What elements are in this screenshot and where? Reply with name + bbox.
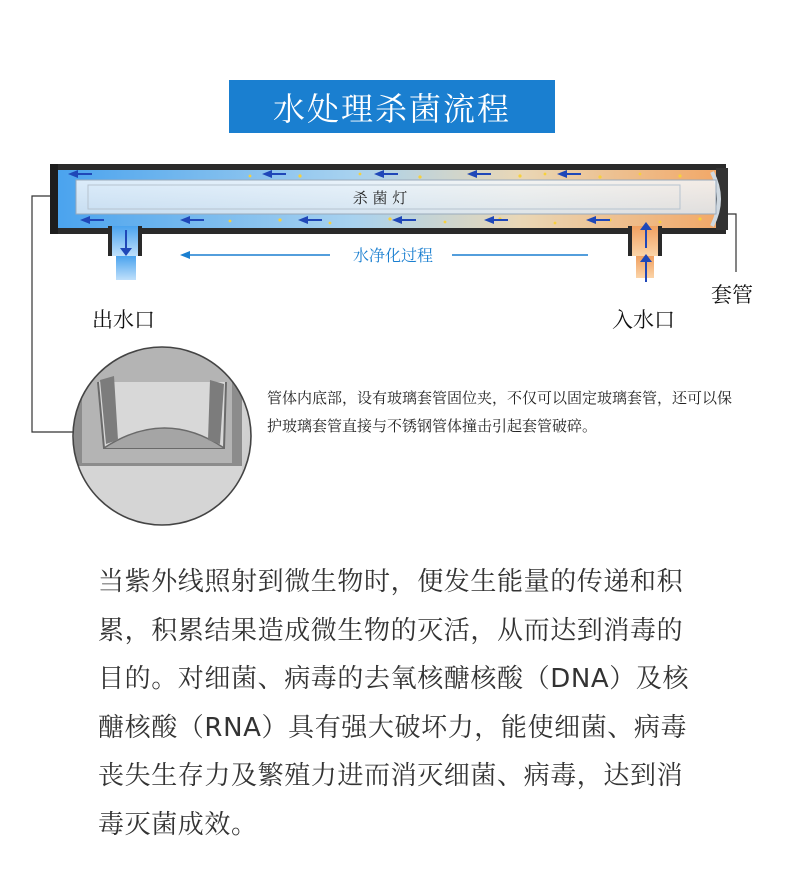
process-arrow-head [180, 251, 190, 259]
page-title: 水处理杀菌流程 [229, 80, 555, 133]
sleeve-label: 套管 [711, 283, 753, 307]
description-paragraph: 当紫外线照射到微生物时，便发生能量的传递和积累，积累结果造成微生物的灭活，从而达到消毒的目的。对细菌、病毒的去氧核醣核酸（DNA）及核醣核酸（RNA）具有强大破坏力，能使细菌、病毒丧失生存力及繁殖力进而消灭细菌、病毒，达到消毒灭菌成效。 [98, 567, 690, 840]
clip-callout-text: 管体内底部，设有玻璃套管固位夹，不仅可以固定玻璃套管，还可以保护玻璃套管直接与不锈钢管体撞击引起套管破碎。 [267, 389, 733, 435]
pipe-left-cap [50, 164, 58, 234]
clip-detail [70, 340, 260, 530]
outlet-label: 出水口 [92, 308, 155, 332]
process-label: 水净化过程 [352, 246, 434, 265]
lamp-label: 杀 菌 灯 [352, 189, 408, 207]
inlet-label: 入水口 [612, 308, 675, 332]
outflow-stream [116, 256, 136, 280]
